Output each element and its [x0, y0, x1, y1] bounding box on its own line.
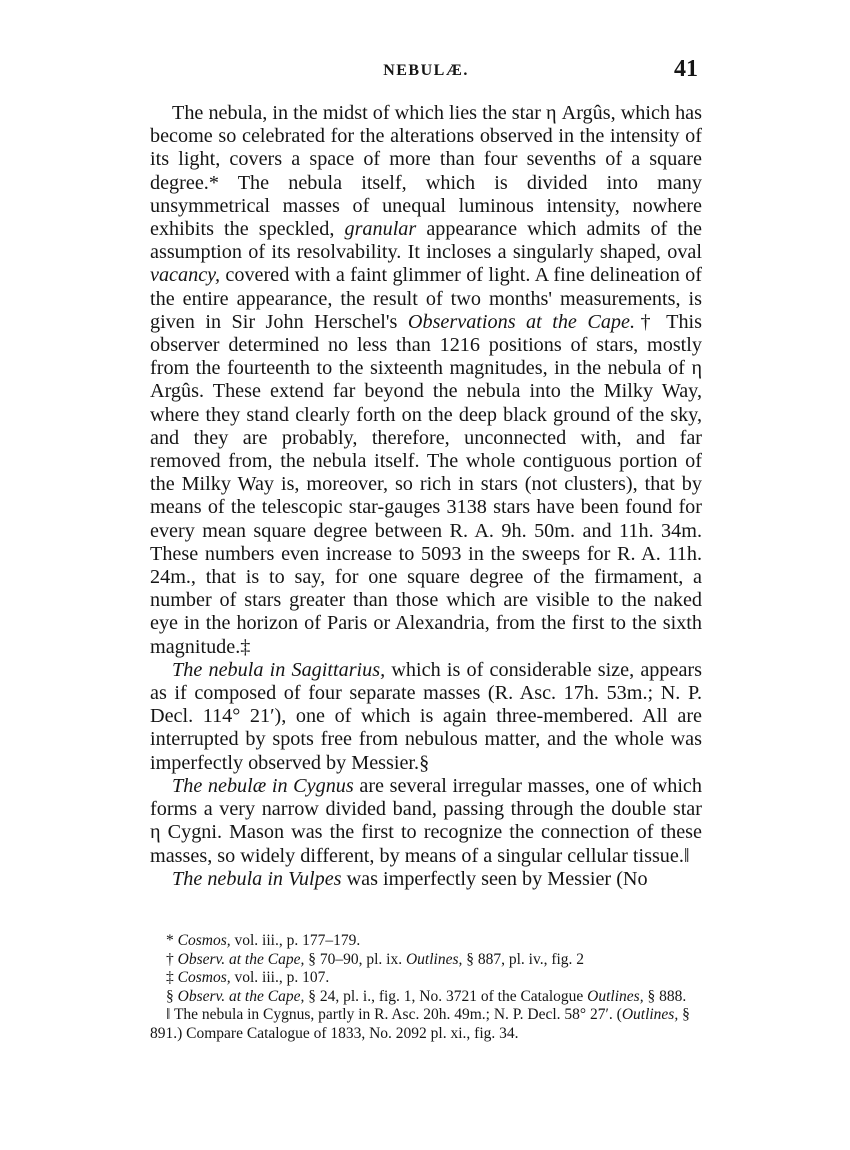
italic-run: Outlines, [587, 987, 644, 1005]
footnote-1 [150, 932, 702, 951]
italic-run: Outlines, [405, 950, 463, 968]
italic-run: Observ. at the Cape, [177, 987, 305, 1005]
italic-run: Cosmos, [177, 932, 231, 949]
text-run: which is of considerable size, appears as if composed of four separate masses (R. Asc. 17h. 53m.; N. P. Decl. 114° 21′), one of which is again three-membered. All are interrupted by spots free from nebulous matter, and the whole was imperfectly observed by Messier.§ [150, 658, 702, 774]
text-run: covered with a faint glimmer of light. A fine delineation of the entire appearance, the result of two months' measurements, is given in Sir John Herschel's [150, 264, 702, 333]
text-run: § 891.) Compare Catalogue of 1833, No. 2092 pl. xi., fig. 34. [150, 1006, 690, 1042]
italic-run: The nebulæ in Cygnus [172, 774, 354, 797]
paragraph-cygnus [150, 775, 702, 868]
italic-run: The nebula in Sagittarius, [172, 658, 386, 681]
text-run: are several irregular masses, one of which forms a very narrow divided band, passing through the double star η Cygni. Mason was the first to recognize the connection of these masses, so widely different, by means of a singular cellular tissue.‖ [150, 774, 702, 867]
italic-run: granular [344, 218, 417, 241]
footnote-5 [150, 1006, 702, 1043]
paragraph-sagittarius [150, 659, 702, 775]
paragraph-eta-argus [150, 102, 702, 659]
text-run: § 888. [643, 987, 687, 1005]
text-run: † This observer determined no less than 1216 positions of stars, mostly from the fourteenth to the sixteenth magnitudes, in the nebula of η Argûs. These extend far beyond the nebula into the Milky Way, where they stand clearly forth on the deep black ground of the sky, and they are probably, therefore, unconnected with, and far removed from, the nebula itself. The whole contiguous portion of the Milky Way is, moreover, so rich in stars (not clusters), that by means of the telescopic star-gauges 3138 stars have been found for every mean square degree between R. A. 9h. 50m. and 11h. 34m. These numbers even increase to 5093 in the sweeps for R. A. 11h. 24m., that is to say, for one square degree of the firmament, a number of stars greater than those which are visible to the naked eye in the horizon of Paris or Alexandria, from the first to the sixth magnitude.‡ [150, 310, 703, 658]
footnote-4 [150, 988, 702, 1007]
text-run: ‖ The nebula in Cygnus, partly in R. Asc. 20h. 49m.; N. P. Decl. 58° 27′. ( [166, 1006, 622, 1024]
running-head-title: NEBULÆ. [383, 62, 469, 79]
italic-run: Cosmos, [177, 969, 231, 987]
paragraph-vulpes [150, 868, 702, 891]
text-run: vol. iii., p. 107. [230, 969, 330, 987]
italic-run: Observ. at the Cape, [177, 950, 305, 968]
italic-run: Outlines, [621, 1006, 679, 1024]
text-run: * [166, 932, 178, 949]
text-run: The nebula, in the midst of which lies the star η Argûs, which has become so celebrated for the alterations observed in the intensity of its light, covers a space of more than four sevenths of a square degree.* The nebula itself, which is divided into many unsymmetrical masses of unequal luminous intensity, nowhere exhibits the speckled, [150, 102, 702, 241]
italic-run: vacancy, [150, 264, 221, 287]
text-run: ‡ [166, 969, 178, 987]
footnote-3 [150, 969, 702, 988]
text-run: was imperfectly seen by Messier (No [341, 867, 648, 890]
footnote-2 [150, 951, 702, 970]
text-run: § 24, pl. i., fig. 1, No. 3721 of the Catalogue [304, 987, 588, 1005]
italic-run: Observations at the Cape. [407, 310, 636, 333]
text-run: § [166, 987, 178, 1005]
body-text [150, 102, 702, 891]
text-run: appearance which admits of the assumption of its resolvability. It incloses a singularly shaped, oval [150, 218, 702, 264]
page-number: 41 [674, 56, 698, 82]
italic-run: The nebula in Vulpes [172, 867, 342, 890]
text-run: § 887, pl. iv., fig. 2 [462, 950, 585, 968]
text-run: § 70–90, pl. ix. [304, 950, 406, 968]
text-run: † [166, 950, 178, 968]
text-run: vol. iii., p. 177–179. [230, 932, 361, 949]
footnotes [150, 932, 702, 1044]
running-head [150, 56, 702, 84]
